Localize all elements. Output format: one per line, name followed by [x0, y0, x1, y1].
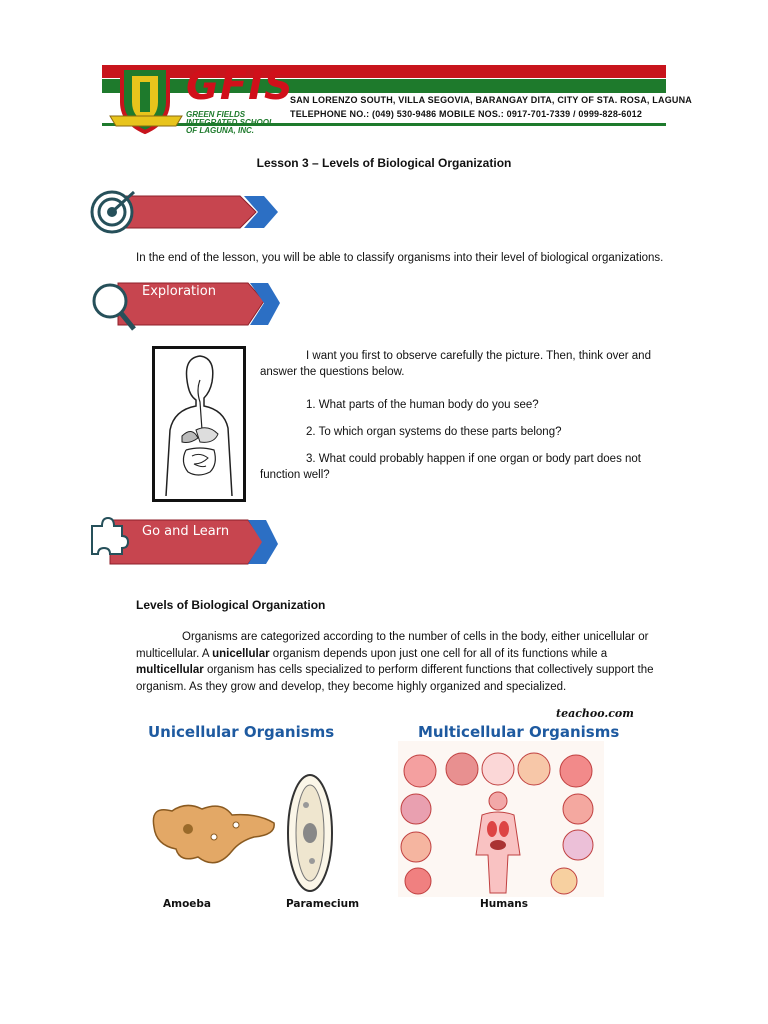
- paragraph-part-1: Organisms are categorized according to the number of cells in the body, either unicellular or multicellular. A: [136, 631, 649, 660]
- go-and-learn-banner: [88, 514, 280, 570]
- term-multicellular: multicellular: [136, 664, 204, 676]
- question-2: 2. To which organ systems do these parts belong?: [306, 426, 562, 438]
- multicellular-title: Multicellular Organisms: [418, 723, 620, 741]
- caption-humans: Humans: [480, 898, 529, 910]
- digestive-system-figure: [152, 346, 246, 502]
- go-and-learn-label: Go and Learn: [142, 524, 230, 539]
- logo-text: GFIS: [186, 63, 294, 109]
- objective-text: In the end of the lesson, you will be able to classify organisms into their level of biological organizations.: [136, 252, 664, 264]
- paragraph-part-3: organism has cells specialized to perform different functions that collectively support the organism. As they grow and develop, they become highly organized and specialized.: [136, 664, 654, 693]
- watermark: teachoo.com: [556, 707, 634, 720]
- school-name: GREEN FIELDS INTEGRATED SCHOOL OF LAGUNA, INC.: [186, 110, 274, 135]
- caption-paramecium: Paramecium: [286, 898, 360, 910]
- question-1: 1. What parts of the human body do you see?: [306, 399, 539, 411]
- unicellular-title: Unicellular Organisms: [148, 723, 335, 741]
- school-address: SAN LORENZO SOUTH, VILLA SEGOVIA, BARANGAY DITA, CITY OF STA. ROSA, LAGUNA: [290, 95, 692, 105]
- question-3: 3. What could probably happen if one organ or body part does not function well?: [260, 453, 642, 481]
- organisms-figure: [136, 705, 632, 913]
- school-crest-icon: [108, 62, 186, 136]
- page-title: Lesson 3 – Levels of Biological Organization: [256, 156, 512, 170]
- section-heading: Levels of Biological Organization: [136, 598, 326, 612]
- school-telephone: TELEPHONE NO.: (049) 530-9486 MOBILE NOS.: 0917-701-7339 / 0999-828-6012: [290, 109, 643, 119]
- paragraph-part-2: organism depends upon just one cell for all of its functions while a: [269, 647, 608, 660]
- section-paragraph: [136, 629, 676, 695]
- caption-amoeba: Amoeba: [163, 898, 212, 910]
- exploration-intro: I want you first to observe carefully the picture. Then, think over and answer the questions below.: [260, 350, 651, 378]
- objective-banner: [88, 184, 280, 240]
- exploration-label: Exploration: [142, 284, 216, 299]
- term-unicellular: unicellular: [212, 647, 270, 660]
